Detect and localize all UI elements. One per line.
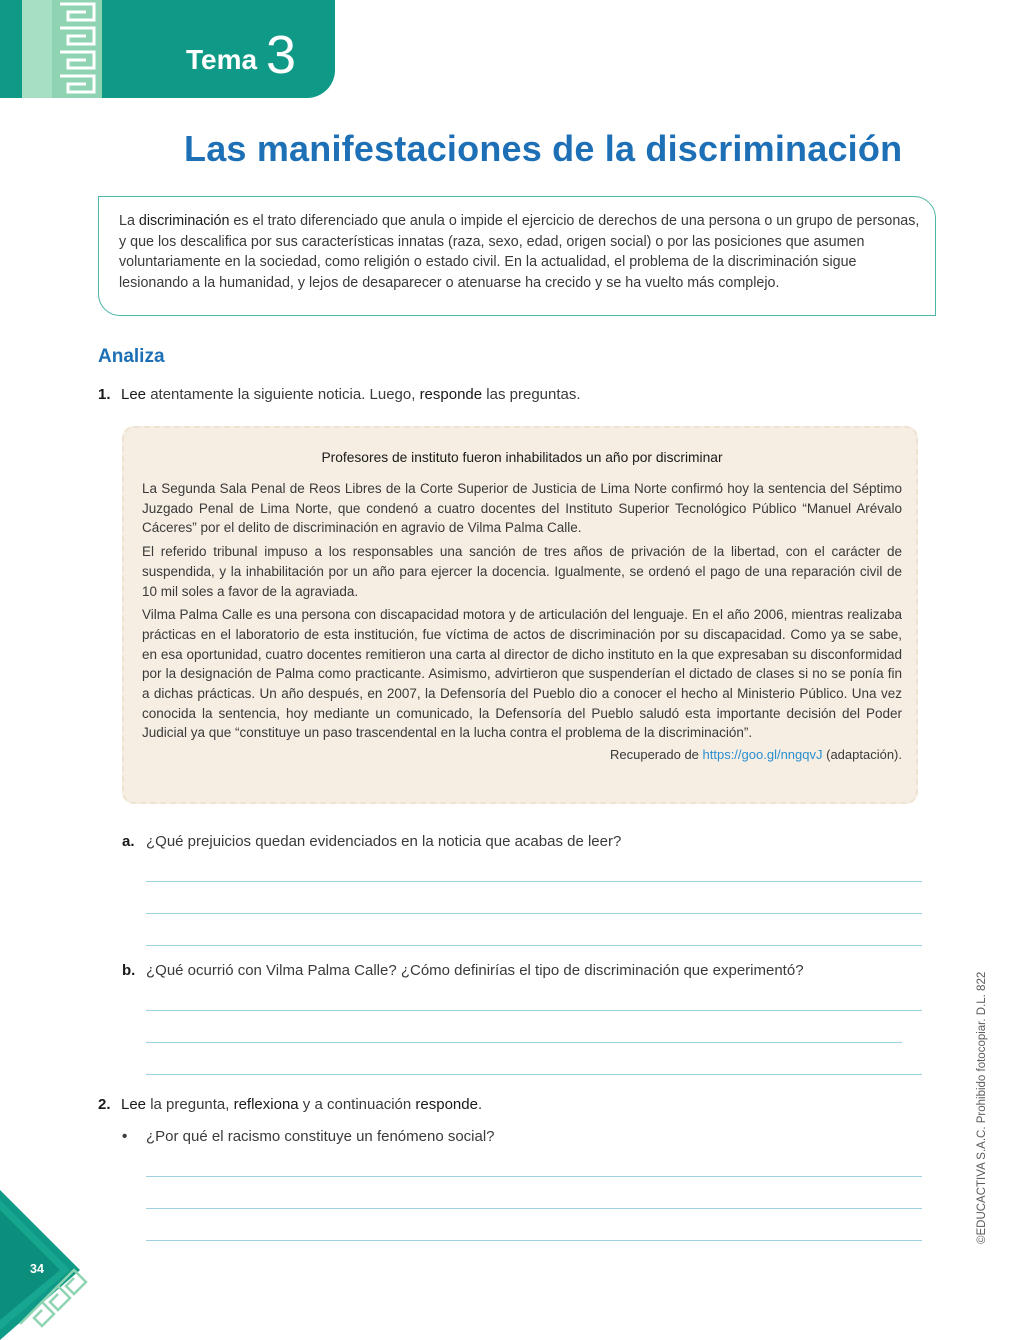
answer-line-b-2[interactable] — [146, 1042, 902, 1043]
question-2-keyword-lee: Lee — [121, 1096, 147, 1113]
question-2-text-part3: . — [477, 1096, 483, 1113]
question-2-keyword-reflexiona: reflexiona — [233, 1096, 299, 1113]
answer-line-b-3[interactable] — [146, 1074, 922, 1075]
question-a — [122, 833, 621, 850]
answer-line-2-1[interactable] — [146, 1176, 922, 1177]
intro-prefix: La — [119, 213, 139, 229]
tema-number: 3 — [266, 25, 297, 85]
news-source-prefix: Recuperado de — [610, 747, 703, 763]
news-source-link[interactable]: https://goo.gl/nngqvJ — [702, 747, 823, 763]
news-title: Profesores de instituto fueron inhabilitados un año por discriminar — [321, 450, 723, 465]
tema-header-tab — [0, 0, 335, 98]
question-2-keyword-responde: responde — [415, 1096, 478, 1113]
question-b — [122, 962, 804, 979]
question-2 — [98, 1096, 482, 1113]
news-source — [142, 747, 902, 762]
news-source-suffix: (adaptación). — [822, 747, 902, 763]
question-b-label: b. — [122, 962, 136, 979]
corner-decoration-icon — [0, 1190, 90, 1340]
question-2-text-part2: y a continuación — [298, 1096, 416, 1113]
answer-line-a-2[interactable] — [146, 913, 922, 914]
greek-key-pattern-icon — [54, 0, 100, 98]
page-number: 34 — [30, 1262, 44, 1276]
question-b-text: ¿Qué ocurrió con Vilma Palma Calle? ¿Cómo definirías el tipo de discriminación que experimentó? — [146, 962, 804, 979]
intro-text: es el trato diferenciado que anula o impide el ejercicio de derechos de una persona o un grupo de personas, y que los descalifica por sus características innatas (raza, sexo, edad, origen social) o por las posiciones que asumen voluntariamente en la sociedad, como religión o estado civil. En la actualidad, el problema de la discriminación sigue lesionando a la humanidad, y lejos de desaparecer o atenuarse ha crecido y se ha vuelto más complejo. — [119, 213, 920, 291]
copyright-notice: ©EDUCACTIVA S.A.C. Prohibido fotocopiar. D.L. 822 — [976, 971, 988, 1244]
section-title-analiza: Analiza — [98, 346, 165, 367]
answer-line-a-1[interactable] — [146, 881, 922, 882]
answer-line-2-3[interactable] — [146, 1240, 922, 1241]
answer-line-2-2[interactable] — [146, 1208, 922, 1209]
question-2-text-part1: la pregunta, — [146, 1096, 234, 1113]
bullet-question-text: ¿Por qué el racismo constituye un fenómeno social? — [146, 1128, 495, 1145]
tema-label: Tema — [186, 44, 258, 75]
bullet-question — [122, 1128, 495, 1145]
news-paragraph-1: La Segunda Sala Penal de Reos Libres de la Corte Superior de Justicia de Lima Norte confirmó hoy la sentencia del Séptimo Juzgado Penal de Lima Norte, que condenó a cuatro docentes del Instituto Superior Tecnológico Público “Manuel Arévalo Cáceres” por el delito de discriminación en agravio de Vilma Palma Calle. — [142, 481, 902, 536]
bullet-icon: • — [122, 1128, 128, 1145]
question-1-number: 1. — [98, 386, 111, 403]
question-2-number: 2. — [98, 1096, 111, 1113]
answer-line-b-1[interactable] — [146, 1010, 922, 1011]
question-1-text-part2: las preguntas. — [482, 386, 581, 403]
question-a-label: a. — [122, 833, 135, 850]
news-article-box — [122, 426, 918, 804]
news-paragraph-3: Vilma Palma Calle es una persona con discapacidad motora y de articulación del lenguaje. En el año 2006, mientras realizaba prácticas en el laboratorio de esta institución, fue víctima de actos de discriminación por su discapacidad. Como ya se sabe, en esa oportunidad, cuatro docentes remitieron una carta al director de dicho instituto en la que expresaban su disconformidad por la designación de Palma como practicante. Asimismo, advirtieron que suspenderían el dictado de clases si no se ponía fin a dichas prácticas. Un año después, en 2007, la Defensoría del Pueblo dio a conocer el hecho al Ministerio Público. Una vez conocida la sentencia, hoy mediante un comunicado, la Defensoría del Pueblo saludó esta importante decisión del Poder Judicial ya que “constituye un paso trascendental en la lucha contra el problema de la discriminación”. — [142, 607, 902, 741]
news-paragraph-2: El referido tribunal impuso a los responsables una sanción de tres años de privación de la libertad, con el carácter de suspendida, y la inhabilitación por un año para ejercer la docencia. Igualmente, se ordenó el pago de una reparación civil de 10 mil soles a favor de la agraviada. — [142, 544, 902, 599]
question-a-text: ¿Qué prejuicios quedan evidenciados en la noticia que acabas de leer? — [146, 833, 622, 850]
question-1-keyword-lee: Lee — [121, 386, 147, 403]
page-title: Las manifestaciones de la discriminación — [184, 128, 903, 169]
greek-key-band-light — [22, 0, 52, 98]
answer-line-a-3[interactable] — [146, 945, 922, 946]
intro-definition-box — [98, 196, 936, 316]
intro-keyword: discriminación — [138, 213, 230, 229]
question-1-keyword-responde: responde — [419, 386, 483, 403]
question-1-text-part1: atentamente la siguiente noticia. Luego, — [146, 386, 420, 403]
question-1 — [98, 386, 581, 403]
